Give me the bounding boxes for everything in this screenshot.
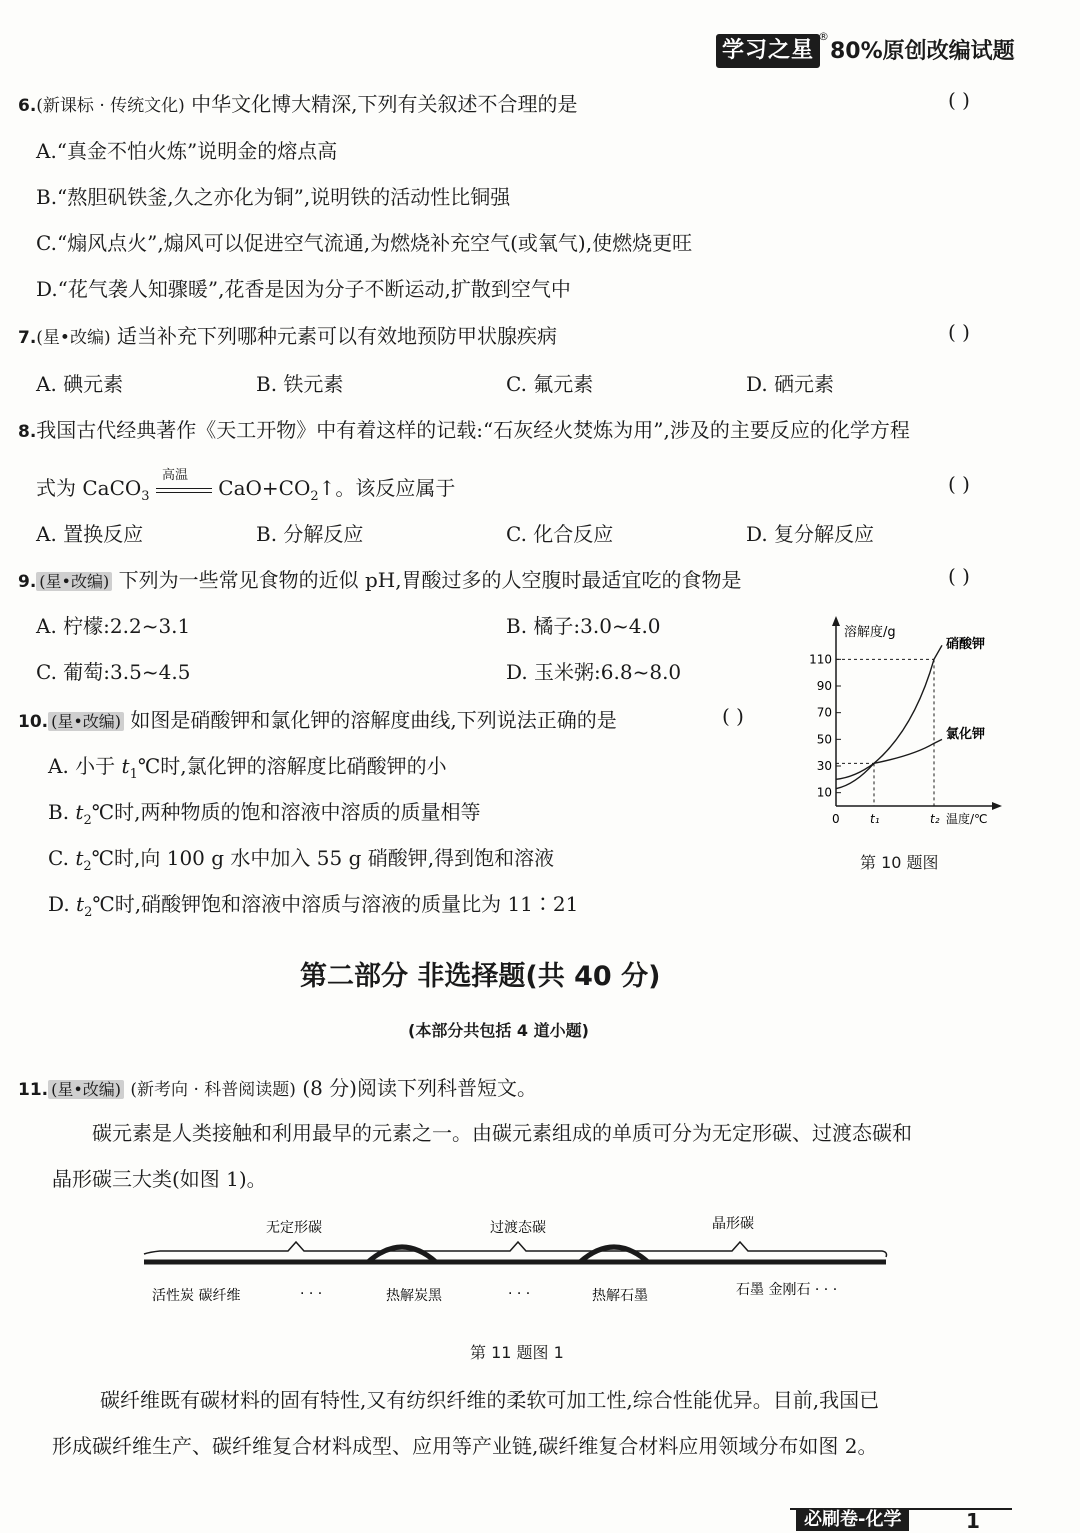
q9-option-a: A. 柠檬:2.2~3.1 xyxy=(36,614,191,638)
temperature-symbol: t xyxy=(121,754,130,778)
x-tick-label: 0 xyxy=(832,812,840,826)
q9-option-c: C. 葡萄:3.5~4.5 xyxy=(36,660,191,684)
q9-option-d: D. 玉米粥:6.8~8.0 xyxy=(506,660,682,684)
equation-tail: ↑。该反应属于 xyxy=(318,476,456,500)
answer-parentheses: ( ) xyxy=(948,564,970,588)
series-label-kcl: 氯化钾 xyxy=(946,727,986,742)
q10-option-a xyxy=(48,750,447,782)
label-amorphous-carbon: 无定形碳 xyxy=(266,1220,322,1236)
q8-option-c: C. 化合反应 xyxy=(506,522,614,546)
q10-option-c xyxy=(48,842,555,874)
q8-option-d: D. 复分解反应 xyxy=(746,522,875,546)
q8-option-b: B. 分解反应 xyxy=(256,522,364,546)
option-prefix: D. xyxy=(48,892,77,916)
example-pyrolytic-carbon-black: 热解炭黑 xyxy=(386,1288,442,1304)
option-text: ℃时,向 100 g 水中加入 55 g 硝酸钾,得到饱和溶液 xyxy=(91,846,555,870)
q6-option-c: C.“煽风点火”,煽风可以促进空气流通,为燃烧补充空气(或氧气),使燃烧更旺 xyxy=(36,231,693,255)
answer-parentheses: ( ) xyxy=(948,472,970,496)
chemical-equation xyxy=(36,467,456,504)
q9-option-b: B. 橘子:3.0~4.0 xyxy=(506,614,661,638)
question-text: 如图是硝酸钾和氯化钾的溶解度曲线,下列说法正确的是 xyxy=(130,708,617,732)
y-tick-label: 70 xyxy=(816,705,832,720)
question-tag: (星•改编) xyxy=(48,712,124,731)
answer-parentheses: ( ) xyxy=(948,320,970,344)
question-7-stem xyxy=(18,320,557,349)
carbon-classification-figure xyxy=(140,1212,900,1312)
question-text: (8 分)阅读下列科普短文。 xyxy=(302,1076,537,1100)
series-line-kno3 xyxy=(836,645,942,788)
question-tag-2: (新考向 · 科普阅读题) xyxy=(130,1080,296,1100)
subscript: 3 xyxy=(141,489,150,504)
question-tag: (星•改编) xyxy=(36,572,112,591)
question-tag: (新课标 · 传统文化) xyxy=(36,96,185,116)
label-transition-carbon: 过渡态碳 xyxy=(490,1220,546,1236)
question-text: 下列为一些常见食物的近似 pH,胃酸过多的人空腹时最适宜吃的食物是 xyxy=(118,568,742,592)
question-number: 10. xyxy=(18,712,49,732)
y-tick-label: 110 xyxy=(809,652,832,667)
question-11-stem xyxy=(18,1072,537,1101)
example-graphite-diamond: 石墨 金刚石 · · · xyxy=(736,1282,838,1298)
question-8-stem xyxy=(18,414,910,443)
equals-line-top xyxy=(156,488,212,489)
q7-option-c: C. 氟元素 xyxy=(506,372,594,396)
option-prefix: A. 小于 xyxy=(48,754,122,778)
y-tick-label: 50 xyxy=(816,732,832,747)
paragraph-2-line-1: 碳纤维既有碳材料的固有特性,又有纺织纤维的柔软可加工性,综合性能优异。目前,我国已 xyxy=(100,1388,880,1412)
option-prefix: C. xyxy=(48,846,76,870)
question-number: 7. xyxy=(18,328,37,348)
series-label-kno3: 硝酸钾 xyxy=(946,637,986,652)
paragraph-1-line-2: 晶形碳三大类(如图 1)。 xyxy=(52,1167,267,1191)
brand-tagline: 80%原创改编试题 xyxy=(830,39,1015,64)
example-activated-carbon-fiber: 活性炭 碳纤维 xyxy=(152,1288,241,1304)
example-pyrolytic-graphite: 热解石墨 xyxy=(592,1288,648,1304)
brand-logo: 学习之星 xyxy=(716,34,820,68)
chart-caption: 第 10 题图 xyxy=(860,853,939,872)
q6-option-b: B.“熬胆矾铁釜,久之亦化为铜”,说明铁的活动性比铜强 xyxy=(36,185,511,209)
q10-option-d xyxy=(48,888,579,920)
temperature-symbol: t xyxy=(75,800,84,824)
y-tick-label: 90 xyxy=(816,679,832,693)
question-number: 8. xyxy=(18,422,37,442)
spectrum-top-line xyxy=(144,1242,887,1257)
registered-mark: ® xyxy=(818,30,829,43)
q6-option-a: A.“真金不怕火炼”说明金的熔点高 xyxy=(36,139,338,163)
question-9-stem xyxy=(18,564,742,593)
subscript: 2 xyxy=(83,859,92,874)
question-number: 9. xyxy=(18,572,37,592)
question-10-stem xyxy=(18,704,617,733)
subscript: 2 xyxy=(84,905,93,920)
answer-parentheses: ( ) xyxy=(948,88,970,112)
y-tick-label: 10 xyxy=(816,785,832,800)
option-text: ℃时,氯化钾的溶解度比硝酸钾的小 xyxy=(137,754,447,778)
x-axis-label: 温度/℃ xyxy=(946,812,988,826)
subscript: 1 xyxy=(129,767,138,782)
question-number: 6. xyxy=(18,96,37,116)
option-prefix: B. xyxy=(48,800,76,824)
question-tag: (星•改编) xyxy=(36,328,111,348)
q10-option-b xyxy=(48,796,481,828)
question-6-stem xyxy=(18,88,578,117)
label-crystalline-carbon: 晶形碳 xyxy=(712,1216,754,1232)
figure-1-caption: 第 11 题图 1 xyxy=(470,1343,564,1362)
x-tick-label: t₁ xyxy=(870,812,880,826)
question-number: 11. xyxy=(18,1080,49,1100)
q7-option-d: D. 硒元素 xyxy=(746,372,835,396)
q7-option-a: A. 碘元素 xyxy=(36,372,124,396)
section-subtitle: (本部分共包括 4 道小题) xyxy=(408,1021,589,1040)
ellipsis-1: · · · xyxy=(300,1286,323,1302)
y-tick-label: 30 xyxy=(816,759,832,773)
reaction-arrow xyxy=(156,467,212,500)
temperature-symbol: t xyxy=(76,892,85,916)
page-number: 1 xyxy=(966,1509,980,1533)
x-axis-arrow xyxy=(992,802,1002,810)
equation-reactant: 式为 CaCO xyxy=(36,476,142,500)
q8-option-a: A. 置换反应 xyxy=(36,522,144,546)
ellipsis-2: · · · xyxy=(508,1286,531,1302)
y-axis-arrow xyxy=(832,616,840,626)
x-tick-label: t₂ xyxy=(930,812,940,826)
q6-option-d: D.“花气袭人知骤暖”,花香是因为分子不断运动,扩散到空气中 xyxy=(36,277,571,301)
question-text: 适当补充下列哪种元素可以有效地预防甲状腺疾病 xyxy=(116,324,557,348)
subscript: 2 xyxy=(310,489,319,504)
footer-label: 必刷卷-化学 xyxy=(796,1509,909,1531)
question-tag: (星•改编) xyxy=(48,1080,124,1099)
section-title: 第二部分 非选择题(共 40 分) xyxy=(300,961,661,992)
reaction-condition: 高温 xyxy=(161,467,188,483)
question-text: 中华文化博大精深,下列有关叙述不合理的是 xyxy=(191,92,578,116)
y-axis-label: 溶解度/g xyxy=(844,625,896,640)
temperature-symbol: t xyxy=(75,846,84,870)
q7-option-b: B. 铁元素 xyxy=(256,372,344,396)
solubility-chart xyxy=(800,612,1015,842)
equation-products: CaO+CO xyxy=(218,476,311,500)
equals-line-bottom xyxy=(156,492,212,493)
subscript: 2 xyxy=(83,813,92,828)
paragraph-2-line-2: 形成碳纤维生产、碳纤维复合材料成型、应用等产业链,碳纤维复合材料应用领域分布如图 2。 xyxy=(52,1434,878,1458)
option-text: ℃时,硝酸钾饱和溶液中溶质与溶液的质量比为 11∶21 xyxy=(92,892,579,916)
question-text: 我国古代经典著作《天工开物》中有着这样的记载:“石灰经火焚炼为用”,涉及的主要反应的化学方程 xyxy=(36,418,910,442)
series-line-kcl xyxy=(836,739,942,779)
option-text: ℃时,两种物质的饱和溶液中溶质的质量相等 xyxy=(91,800,481,824)
answer-parentheses: ( ) xyxy=(722,704,744,728)
paragraph-1-line-1: 碳元素是人类接触和利用最早的元素之一。由碳元素组成的单质可分为无定形碳、过渡态碳和 xyxy=(92,1121,912,1145)
